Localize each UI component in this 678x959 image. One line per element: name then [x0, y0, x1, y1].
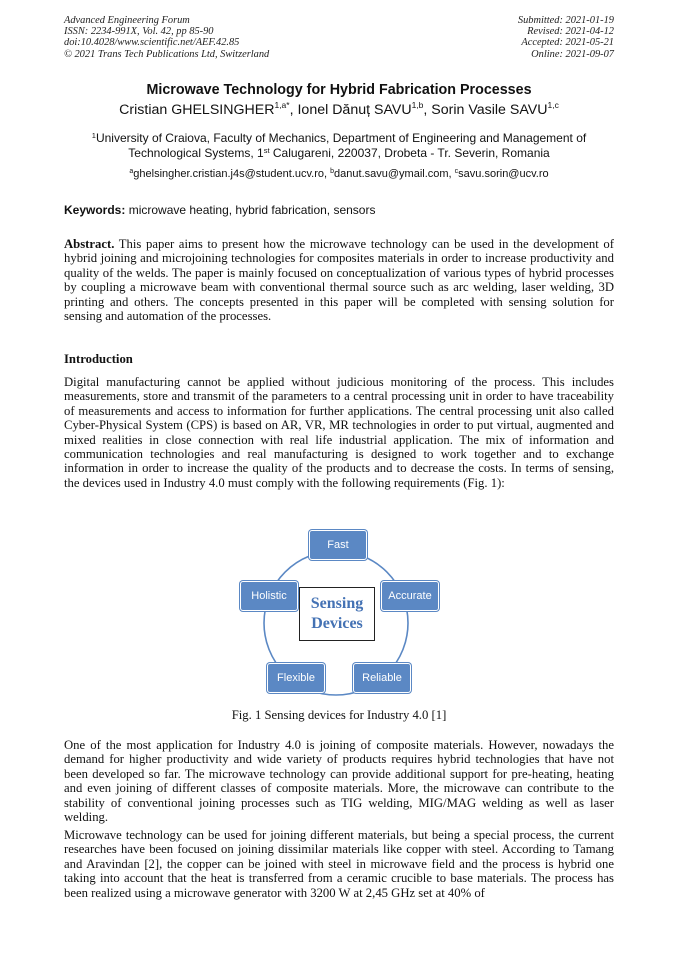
journal-info	[64, 15, 269, 60]
node-reliable: Reliable	[353, 663, 411, 693]
abstract	[64, 237, 614, 323]
center-label-line2: Devices	[311, 615, 363, 632]
author-list: Cristian $GHELSINGHER^{1,a*}$, Ionel Dănuț SAVU$^{1,b}$, Sorin Vasile SAVU$^{1,c}$	[119, 100, 559, 118]
affiliation-ordinal: st	[263, 145, 270, 155]
node-accurate: Accurate	[381, 581, 439, 611]
author-sup: 1,b	[411, 100, 424, 110]
author-name: Cristian GHELSINGHER	[119, 102, 275, 118]
journal-name: Advanced Engineering Forum	[64, 15, 190, 26]
figure-caption: Fig. 1 Sensing devices for Industry 4.0 [1]	[231, 708, 447, 722]
email-link[interactable]: danut.savu@ymail.com	[334, 168, 449, 180]
submission-dates	[518, 15, 614, 60]
paper-title: Microwave Technology for Hybrid Fabrication Processes	[146, 82, 532, 98]
email-sup: a	[129, 168, 134, 175]
affiliation-sup: 1	[91, 131, 96, 140]
email-list: $^a$ghelsingher.cristian.j4s@student.ucv.ro, $^b$danut.savu@ymail.com, $^c$savu.sorin@ucv.ro	[129, 168, 549, 180]
email-sup: b	[330, 168, 335, 175]
keywords-text: microwave heating, hybrid fabrication, sensors	[125, 203, 376, 217]
affiliation	[70, 131, 608, 160]
revised-date: Revised: 2021-04-12	[527, 26, 614, 38]
author-name: Sorin Vasile SAVU	[431, 102, 548, 118]
body-paragraph: One of the most application for Industry 4.0 is joining of composite materials. However, nowadays the demand for higher productivity and wide variety of products requires hybrid technologies that have not been developed so far. The microwave technology can provide additional support for pre-heating, heating and even joining of different classes of composite materials. More, the microwave can contribute to the stability of conventional joining processes such as TIG welding, MIG/MAG welding as well as laser welding.	[64, 738, 614, 825]
node-flexible: Flexible	[267, 663, 325, 693]
abstract-label: Abstract.	[64, 237, 115, 251]
section-heading-introduction: Introduction	[64, 352, 133, 366]
online-date: Online: 2021-09-07	[531, 48, 614, 60]
body-paragraph: Microwave technology can be used for joining different materials, but being a special process, the current researches have been focused on joining dissimilar materials like copper with steel. According to Tamang and Aravindan [2], the copper can be joined with steel in microwave field and the process is hybrid one taking into account that the heat is transferred from a ceramic crucible to base materials. The process has been realized using a microwave generator with 3200 W at 2,45 GHz set at 40% of	[64, 828, 614, 900]
center-box	[299, 587, 375, 641]
abstract-text: This paper aims to present how the microwave technology can be used in the development of hybrid joining and microjoining technologies for composites materials in order to increase productivity and quality of the welds. The paper is mainly focused on conceptualization of various types of hybrid processes by coupling a microwave beam with conventional thermal source such as arc welding, laser welding, 3D printing and others. The concepts presented in this paper will be completed with sensing solution for sensing and automation of the processes.	[64, 237, 614, 324]
copyright-line: © 2021 Trans Tech Publications Ltd, Switzerland	[64, 48, 270, 60]
accepted-date: Accepted: 2021-05-21	[521, 37, 614, 49]
center-label-line1: Sensing	[310, 595, 364, 612]
figure-sensing-devices	[230, 524, 450, 700]
email-link[interactable]: savu.sorin@ucv.ro	[458, 168, 549, 180]
issn-line: ISSN: 2234-991X, Vol. 42, pp 85-90	[64, 26, 214, 38]
affiliation-text-end: Calugareni, 220037, Drobeta - Tr. Severin, Romania	[269, 145, 550, 160]
node-fast: Fast	[309, 530, 367, 560]
introduction-paragraph: Digital manufacturing cannot be applied without judicious monitoring of the process. This includes measurements, store and transmit of the parameters to a central processing unit in order to have traceability of measurements and access to information for further applications. The central processing unit also called Cyber-Physical System (CPS) is based on AR, VR, MR technologies in order to put virtual, augmented and mixed realities in close connection with real life industrial application. The mix of information and communication technologies and real manufacturing is designed to work together and to exchange information in order to increase the quality of the products and to decrease the costs. In terms of sensing, the devices used in Industry 4.0 must comply with the following requirements (Fig. 1):	[64, 375, 614, 490]
node-holistic: Holistic	[240, 581, 298, 611]
email-sup: c	[454, 168, 459, 175]
keywords-label: Keywords:	[64, 203, 126, 217]
author-name: Ionel Dănuț SAVU	[297, 102, 412, 118]
author-sup: 1,c	[547, 100, 559, 110]
author-sup: 1,a*	[274, 100, 290, 110]
keywords	[64, 203, 375, 217]
affiliation-text: University of Craiova, Faculty of Mechanics, Department of Engineering and Management of Technological Systems, 1	[95, 131, 587, 160]
submitted-date: Submitted: 2021-01-19	[517, 15, 614, 26]
doi-line: doi:10.4028/www.scientific.net/AEF.42.85	[64, 37, 240, 49]
email-link[interactable]: ghelsingher.cristian.j4s@student.ucv.ro	[133, 168, 325, 180]
